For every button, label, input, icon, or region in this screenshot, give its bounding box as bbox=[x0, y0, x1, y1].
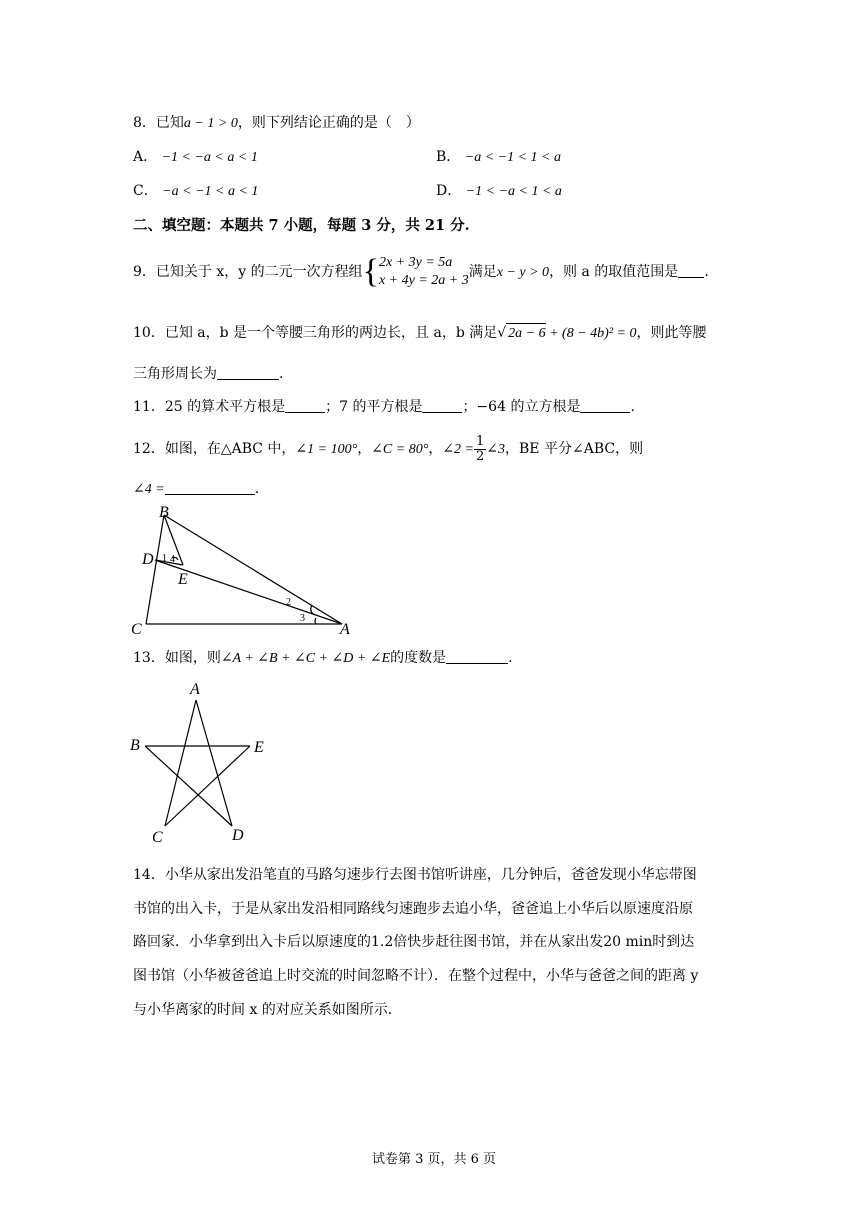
fig13-label-b: B bbox=[130, 737, 140, 754]
q12-end: . bbox=[254, 481, 260, 497]
q8-option-b-label: B． bbox=[436, 149, 461, 165]
q12-frac-num: 1 bbox=[476, 433, 485, 449]
q10-end: . bbox=[279, 366, 284, 382]
q10-line2 bbox=[133, 364, 283, 384]
q9-condition: x − y > 0 bbox=[496, 265, 550, 280]
q8-option-d-label: D． bbox=[436, 183, 462, 199]
q9-system bbox=[379, 254, 469, 290]
q12-frac-den: 2 bbox=[476, 448, 485, 464]
q13-prefix: 13．如图，则 bbox=[133, 650, 221, 666]
q13-expression: ∠A + ∠B + ∠C + ∠D + ∠E bbox=[220, 651, 391, 666]
q14-line3: 路回家．小华拿到出入卡后以原速度的1.2倍快步赶往图书馆，并在从家出发20 min时到达 bbox=[133, 934, 695, 950]
q10-suffix: ，则此等腰 bbox=[636, 325, 707, 341]
q10-line2-text: 三角形周长为 bbox=[133, 366, 217, 382]
q12-line2 bbox=[133, 479, 259, 500]
q9-suffix: ，则 a 的取值范围是 bbox=[549, 264, 679, 280]
q12-line2-text: ∠4 = bbox=[133, 482, 165, 497]
fig12-label-b: B bbox=[159, 504, 169, 521]
q10-expression: + (8 − 4b)² = 0 bbox=[545, 326, 637, 341]
q12-cond3-right: ∠3 bbox=[486, 442, 506, 457]
q12-suffix: ，BE 平分∠ABC，则 bbox=[505, 441, 644, 457]
fig13-label-a: A bbox=[190, 681, 200, 698]
q12-cond2: ∠C = 80° bbox=[371, 442, 429, 457]
q11-end: . bbox=[630, 399, 635, 415]
q12-fraction bbox=[474, 435, 486, 464]
fig12-line-da bbox=[155, 560, 342, 624]
q13-suffix: 的度数是 bbox=[390, 650, 447, 666]
q9-answer-blank[interactable] bbox=[678, 263, 704, 278]
q10-sqrt-sign: √ bbox=[497, 325, 507, 341]
fig12-side-ba bbox=[164, 515, 342, 624]
q8-option-d-text: −1 < −a < 1 < a bbox=[465, 184, 562, 199]
fig13-line-bd bbox=[145, 746, 232, 826]
q12-triangle-figure bbox=[126, 500, 366, 642]
q13-answer-blank[interactable] bbox=[446, 649, 508, 664]
fig13-line-ec bbox=[165, 746, 250, 826]
q10-radicand: 2a − 6 bbox=[506, 323, 545, 344]
q8-condition: a − 1 > 0 bbox=[183, 116, 238, 131]
fig12-label-d: D bbox=[142, 551, 154, 568]
q14-line5: 与小华离家的时间 x 的对应关系如图所示． bbox=[133, 1002, 402, 1018]
fig13-line-ac bbox=[165, 700, 196, 826]
q14-line1: 14．小华从家出发沿笔直的马路匀速步行去图书馆听讲座，几分钟后，爸爸发现小华忘带图 bbox=[133, 867, 697, 883]
fig13-label-c: C bbox=[152, 829, 163, 846]
q12-sep2: ， bbox=[428, 441, 443, 457]
q8-option-d bbox=[436, 181, 562, 202]
q8-option-c-text: −a < −1 < a < 1 bbox=[162, 184, 259, 199]
q9-eq1: 2x + 3y = 5a bbox=[378, 255, 453, 270]
q9-eq2: x + 4y = 2a + 3 bbox=[378, 273, 469, 288]
q10-line1 bbox=[133, 323, 706, 344]
q13 bbox=[133, 648, 513, 669]
q9-prefix: 9．已知关于 x，y 的二元一次方程组 bbox=[133, 264, 363, 280]
fig12-angle3-arc bbox=[315, 618, 316, 624]
q8-stem-prefix: 8．已知 bbox=[133, 115, 184, 131]
q8-option-a-text: −1 < −a < a < 1 bbox=[161, 150, 258, 165]
q13-end: . bbox=[508, 650, 513, 666]
q8-stem-suffix: ，则下列结论正确的是（ ） bbox=[237, 115, 420, 131]
q12-answer-blank[interactable] bbox=[165, 480, 255, 495]
q8-option-a-label: A． bbox=[133, 149, 158, 165]
q11-part2: ；7 的平方根是 bbox=[325, 399, 423, 415]
q11-blank2[interactable] bbox=[422, 398, 462, 413]
q12-prefix: 12．如图，在△ABC 中， bbox=[133, 441, 296, 457]
fig12-label-2: 2 bbox=[286, 597, 291, 608]
q8-option-a bbox=[133, 147, 258, 168]
q11-part1: 11．25 的算术平方根是 bbox=[133, 399, 286, 415]
q8-stem bbox=[133, 113, 420, 134]
q10-prefix: 10．已知 a，b 是一个等腰三角形的两边长，且 a，b 满足 bbox=[133, 325, 498, 341]
q8-option-b bbox=[436, 147, 561, 168]
fig13-line-ad bbox=[196, 700, 232, 826]
fig13-label-e: E bbox=[254, 739, 264, 756]
q12-line1 bbox=[133, 432, 643, 467]
fig12-label-a: A bbox=[340, 621, 350, 638]
q9 bbox=[133, 250, 709, 295]
fig12-label-e: E bbox=[178, 571, 188, 588]
q9-mid: 满足 bbox=[468, 264, 497, 280]
fig12-side-cb bbox=[146, 515, 164, 624]
q8-option-b-text: −a < −1 < 1 < a bbox=[464, 150, 561, 165]
q12-sep1: ， bbox=[357, 441, 372, 457]
q11 bbox=[133, 397, 635, 417]
fig12-label-1: 1 bbox=[162, 553, 167, 564]
q8-option-c-label: C． bbox=[133, 183, 158, 199]
q9-brace: { bbox=[362, 253, 379, 290]
q11-blank3[interactable] bbox=[580, 398, 630, 413]
q10-answer-blank[interactable] bbox=[217, 365, 279, 380]
section-heading: 二、填空题：本题共 7 小题，每题 3 分，共 21 分. bbox=[133, 217, 470, 234]
q14-line2: 书馆的出入卡，于是从家出发沿相同路线匀速跑步去追小华，爸爸追上小华后以原速度沿原 bbox=[133, 901, 693, 917]
q14-line4: 图书馆（小华被爸爸追上时交流的时间忽略不计）．在整个过程中，小华与爸爸之间的距离 y bbox=[133, 968, 699, 984]
q12-cond1: ∠1 = 100° bbox=[295, 442, 358, 457]
q12-cond3-left: ∠2 = bbox=[442, 442, 474, 457]
q13-star-figure bbox=[126, 676, 276, 846]
q8-option-c bbox=[133, 181, 258, 202]
q9-end: . bbox=[704, 264, 709, 280]
fig13-label-d: D bbox=[232, 827, 244, 844]
q11-part3: ；−64 的立方根是 bbox=[462, 399, 581, 415]
q11-blank1[interactable] bbox=[285, 398, 325, 413]
fig12-label-c: C bbox=[131, 621, 142, 638]
fig12-label-3: 3 bbox=[300, 613, 305, 624]
page-footer: 试卷第 3 页，共 6 页 bbox=[371, 1152, 497, 1167]
fig12-label-4: 4 bbox=[170, 554, 175, 565]
